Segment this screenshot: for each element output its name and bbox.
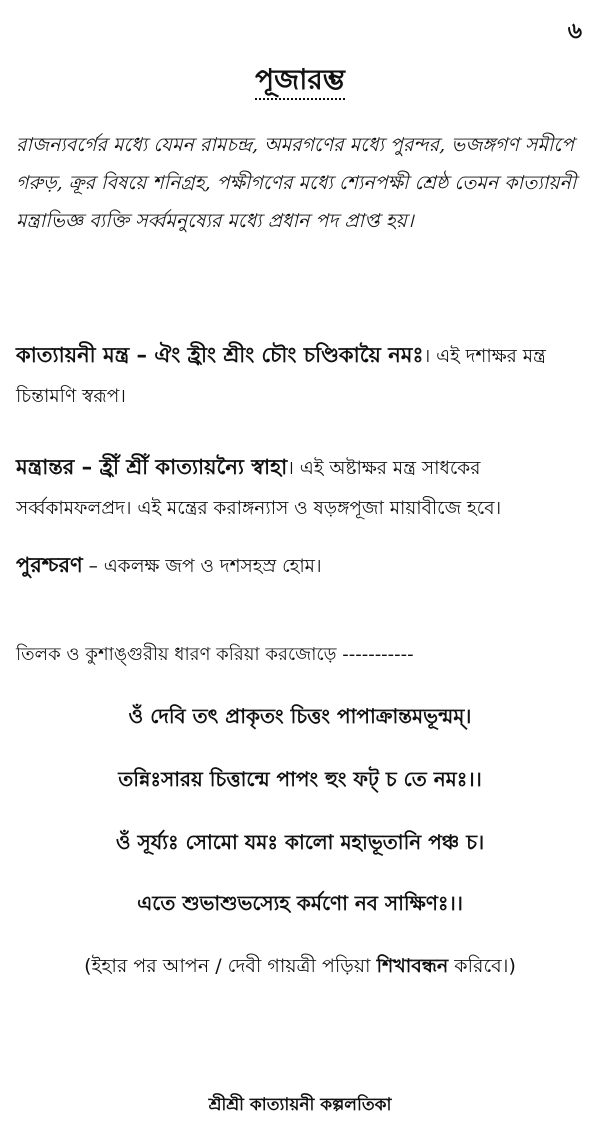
shikhabandhan-note [0, 952, 600, 984]
mantrantar-dash: – [74, 455, 100, 479]
mantra-line: তন্নিঃসারয় চিত্তান্মে পাপং হুং ফট্ চ তে নমঃ।। [118, 767, 482, 791]
mantra-line: ওঁ সূর্য্যঃ সোমো যমঃ কালো মহাভূতানি পঞ্চ চ। [115, 830, 485, 854]
katyayani-mantra-paragraph [16, 335, 588, 417]
note-bold: শিখাবন্ধন [376, 955, 449, 977]
mantrantar-text: হ্রীঁ শ্রীঁ কাত্যায়ন্যৈ স্বাহা [99, 455, 288, 479]
note-before: (ইহার পর আপন / দেবী গায়ত্রী পড়িয়া [84, 955, 377, 977]
purashcharan-heading: পুরশ্চরণ [16, 553, 83, 577]
mantra-line: ওঁ দেবি তৎ প্রাকৃতং চিত্তং পাপাক্রান্তমভূন্মম্। [128, 704, 472, 728]
page-title [0, 58, 600, 105]
purashcharan-paragraph [16, 545, 588, 587]
katyayani-mantra-text: ঐং হ্রীং শ্রীং চৌং চণ্ডিকায়ৈ নমঃ [154, 343, 424, 367]
page-title-text: পূজারম্ভ [255, 63, 345, 100]
katyayani-mantra-description: । এই দশাক্ষর মন্ত্র চিন্তামণি স্বরূপ। [16, 346, 546, 407]
intro-paragraph: রাজন্যবর্গের মধ্যে যেমন রামচন্দ্র, অমরগণের মধ্যে পুরন্দর, ভজঙ্গগণ সমীপে গরুড়, ক্রূর বিষয়ে শনিগ্রহ, পক্ষীগণের মধ্যে শ্যেনপক্ষী শ্রেষ্ঠ তেমন কাত্যায়নী মন্ত্রাভিজ্ঞ ব্যক্তি সর্ব্বমনুষ্যের মধ্যে প্রধান পদ প্রাপ্ত হয়। [16, 134, 577, 232]
katyayani-mantra-heading: কাত্যায়নী মন্ত্র [16, 343, 130, 367]
mantrantar-heading: মন্ত্রান্তর [16, 455, 75, 479]
page-number: ৬ [567, 19, 582, 44]
note-after: করিবে।) [448, 955, 516, 977]
purashcharan-dash: – [82, 556, 104, 577]
mantrantar-paragraph [16, 447, 588, 529]
katyayani-mantra-dash: – [129, 343, 155, 367]
book-title-footer: শ্রীশ্রী কাত্যায়নী কল্পলতিকা [208, 1095, 392, 1115]
purashcharan-description: একলক্ষ জপ ও দশসহস্র হোম। [103, 556, 322, 577]
mantrantar-description: । এই অষ্টাক্ষর মন্ত্র সাধকের সর্ব্বকামফলপ্রদ। এই মন্ত্রের করাঙ্গন্যাস ও ষড়ঙ্গপূজা মায়াবীজে হবে। [16, 458, 502, 519]
tilak-instruction: তিলক ও কুশাঙ্গুরীয় ধারণ করিয়া করজোড়ে ----------- [16, 644, 414, 665]
mantra-line: এতে শুভাশুভস্যেহ কর্মণো নব সাক্ষিণঃ।। [137, 891, 463, 915]
